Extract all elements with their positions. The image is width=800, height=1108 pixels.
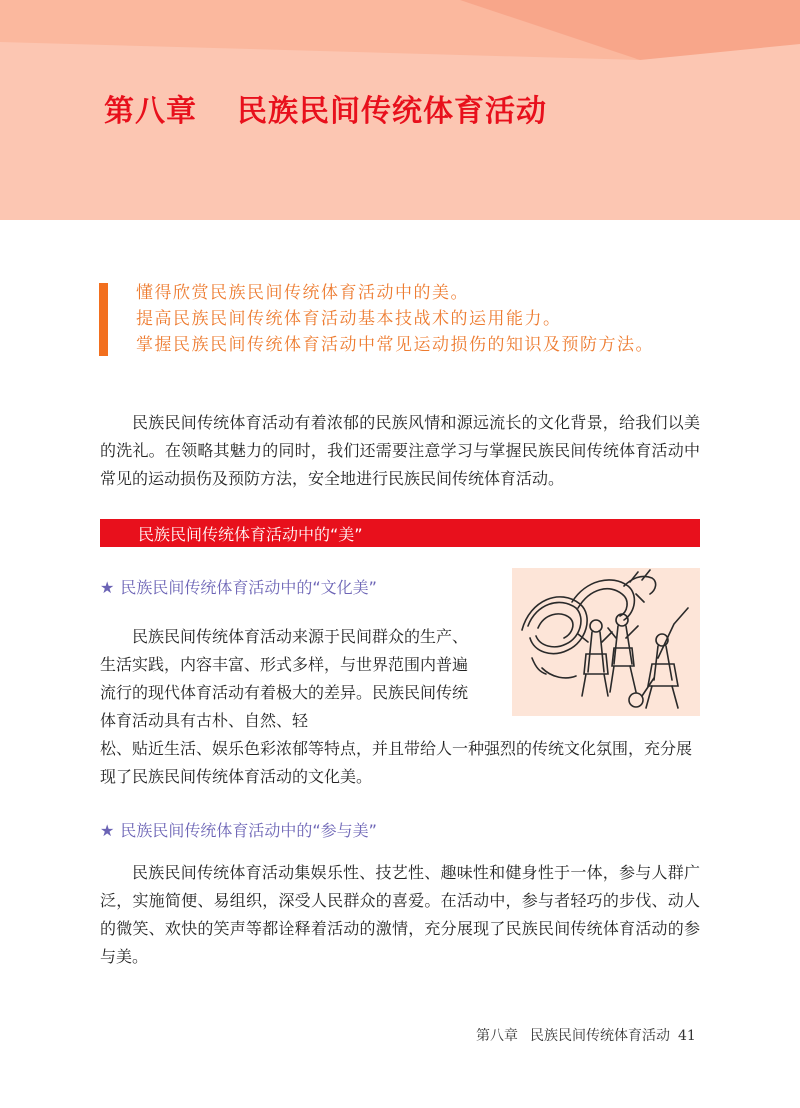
page-footer bbox=[476, 1025, 696, 1045]
culture-paragraph-continued: 松、贴近生活、娱乐色彩浓郁等特点，并且带给人一种强烈的传统文化氛围，充分展现了民族民间传统体育活动的文化美。 bbox=[100, 739, 693, 786]
subsection-title: 民族民间传统体育活动中的“参与美” bbox=[120, 821, 377, 840]
subsection-title: 民族民间传统体育活动中的“文化美” bbox=[120, 578, 377, 597]
chapter-title bbox=[104, 86, 547, 130]
star-icon: ★ bbox=[100, 578, 115, 597]
footer-chapter: 第八章 bbox=[476, 1028, 518, 1044]
culture-paragraph bbox=[100, 623, 700, 791]
culture-paragraph-wrapped: 民族民间传统体育活动来源于民间群众的生产、生活实践，内容丰富、形式多样，与世界范围内普遍流行的现代体育活动有着极大的差异。民族民间传统体育活动具有古朴、自然、轻 bbox=[100, 627, 469, 730]
chapter-name: 民族民间传统体育活动 bbox=[237, 94, 547, 129]
learning-goals bbox=[136, 280, 654, 358]
goal-item: 懂得欣赏民族民间传统体育活动中的美。 bbox=[136, 283, 469, 303]
goal-item: 提高民族民间传统体育活动基本技战术的运用能力。 bbox=[136, 309, 562, 329]
intro-paragraph: 民族民间传统体育活动有着浓郁的民族风情和源远流长的文化背景，给我们以美的洗礼。在领略其魅力的同时，我们还需要注意学习与掌握民族民间传统体育活动中常见的运动损伤及预防方法，安全地进行民族民间传统体育活动。 bbox=[100, 413, 700, 488]
section-heading: 民族民间传统体育活动中的“美” bbox=[138, 525, 363, 544]
chapter-number: 第八章 bbox=[104, 94, 197, 129]
subsection-heading-participation bbox=[100, 818, 377, 841]
subsection-heading-culture bbox=[100, 575, 377, 598]
goal-item: 掌握民族民间传统体育活动中常见运动损伤的知识及预防方法。 bbox=[136, 335, 654, 355]
section-heading-bar bbox=[100, 519, 700, 547]
participation-paragraph: 民族民间传统体育活动集娱乐性、技艺性、趣味性和健身性于一体，参与人群广泛，实施简便、易组织，深受人民群众的喜爱。在活动中，参与者轻巧的步伐、动人的微笑、欢快的笑声等都诠释着活动的激情，充分展现了民族民间传统体育活动的参与美。 bbox=[100, 863, 700, 966]
star-icon: ★ bbox=[100, 821, 115, 840]
page-number: 41 bbox=[678, 1028, 696, 1044]
goals-accent-bar bbox=[99, 283, 108, 356]
footer-title: 民族民间传统体育活动 bbox=[530, 1028, 670, 1044]
